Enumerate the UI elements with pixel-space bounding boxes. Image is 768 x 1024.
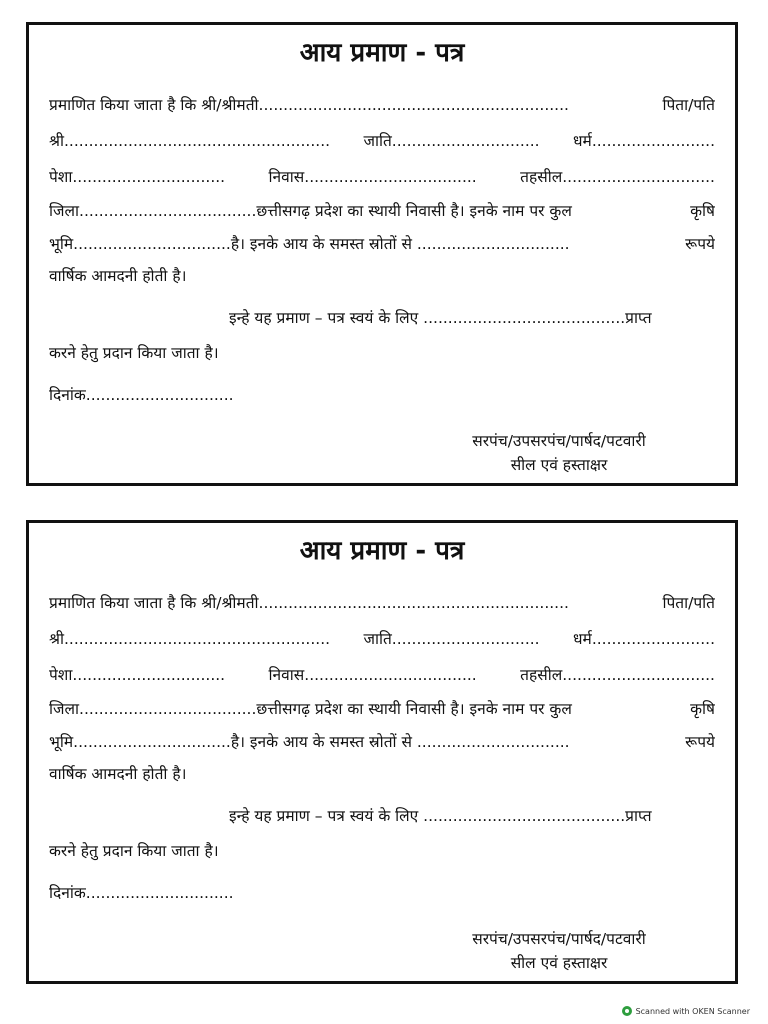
seal-signature-label: सील एवं हस्ताक्षर xyxy=(510,456,608,474)
caste-field: जाति.............................. xyxy=(363,132,540,150)
tehsil-field: तहसील............................... xyxy=(520,666,715,684)
rupees-label: रूपये xyxy=(685,733,715,751)
scanner-watermark xyxy=(622,1006,750,1016)
name-caste-religion-line xyxy=(49,129,715,151)
occupation-residence-line xyxy=(49,663,715,685)
income-certificate-form-2 xyxy=(26,520,738,984)
annual-income-line: वार्षिक आमदनी होती है। xyxy=(49,765,187,783)
residence-field: निवास................................... xyxy=(268,168,477,186)
annual-income-line: वार्षिक आमदनी होती है। xyxy=(49,267,187,285)
religion-field: धर्म......................... xyxy=(573,132,715,150)
land-income-line xyxy=(49,232,715,254)
district-line xyxy=(49,697,715,719)
scanner-text: Scanned with OKEN Scanner xyxy=(635,1006,750,1016)
occupation-field: पेशा............................... xyxy=(49,666,226,684)
form-title: आय प्रमाण - पत्र xyxy=(299,536,465,566)
land-income-line xyxy=(49,730,715,752)
income-certificate-form-1 xyxy=(26,22,738,486)
father-husband-label: पिता/पति xyxy=(662,96,715,114)
signatory-title: सरपंच/उपसरपंच/पार्षद/पटवारी xyxy=(472,930,646,948)
land-income-text: भूमि................................है। इनके आय के समस्त स्रोतों से ............................... xyxy=(49,235,570,253)
date-field: दिनांक.............................. xyxy=(49,884,234,902)
certify-line xyxy=(49,93,715,115)
date-field: दिनांक.............................. xyxy=(49,386,234,404)
certify-text: प्रमाणित किया जाता है कि श्री/श्रीमती............................................................... xyxy=(49,594,569,612)
district-text: जिला....................................छत्तीसगढ़ प्रदेश का स्थायी निवासी है। इनके नाम पर कुल xyxy=(49,202,572,220)
rupees-label: रूपये xyxy=(685,235,715,253)
seal-signature-label: सील एवं हस्ताक्षर xyxy=(510,954,608,972)
signatory-title: सरपंच/उपसरपंच/पार्षद/पटवारी xyxy=(472,432,646,450)
granted-line: करने हेतु प्रदान किया जाता है। xyxy=(49,344,219,362)
father-husband-label: पिता/पति xyxy=(662,594,715,612)
granted-line: करने हेतु प्रदान किया जाता है। xyxy=(49,842,219,860)
caste-field: जाति.............................. xyxy=(363,630,540,648)
tehsil-field: तहसील............................... xyxy=(520,168,715,186)
district-line xyxy=(49,199,715,221)
agriculture-label: कृषि xyxy=(690,700,715,718)
land-income-text: भूमि................................है। इनके आय के समस्त स्रोतों से ............................... xyxy=(49,733,570,751)
purpose-line: इन्हे यह प्रमाण – पत्र स्वयं के लिए .........................................प्राप्त xyxy=(229,807,652,825)
certify-line xyxy=(49,591,715,613)
shri-field: श्री...................................................... xyxy=(49,132,331,150)
residence-field: निवास................................... xyxy=(268,666,477,684)
agriculture-label: कृषि xyxy=(690,202,715,220)
shri-field: श्री...................................................... xyxy=(49,630,331,648)
name-caste-religion-line xyxy=(49,627,715,649)
occupation-residence-line xyxy=(49,165,715,187)
occupation-field: पेशा............................... xyxy=(49,168,226,186)
religion-field: धर्म......................... xyxy=(573,630,715,648)
certify-text: प्रमाणित किया जाता है कि श्री/श्रीमती............................................................... xyxy=(49,96,569,114)
district-text: जिला....................................छत्तीसगढ़ प्रदेश का स्थायी निवासी है। इनके नाम पर कुल xyxy=(49,700,572,718)
purpose-line: इन्हे यह प्रमाण – पत्र स्वयं के लिए .........................................प्राप्त xyxy=(229,309,652,327)
oken-scanner-icon xyxy=(622,1006,632,1016)
form-title: आय प्रमाण - पत्र xyxy=(299,38,465,68)
